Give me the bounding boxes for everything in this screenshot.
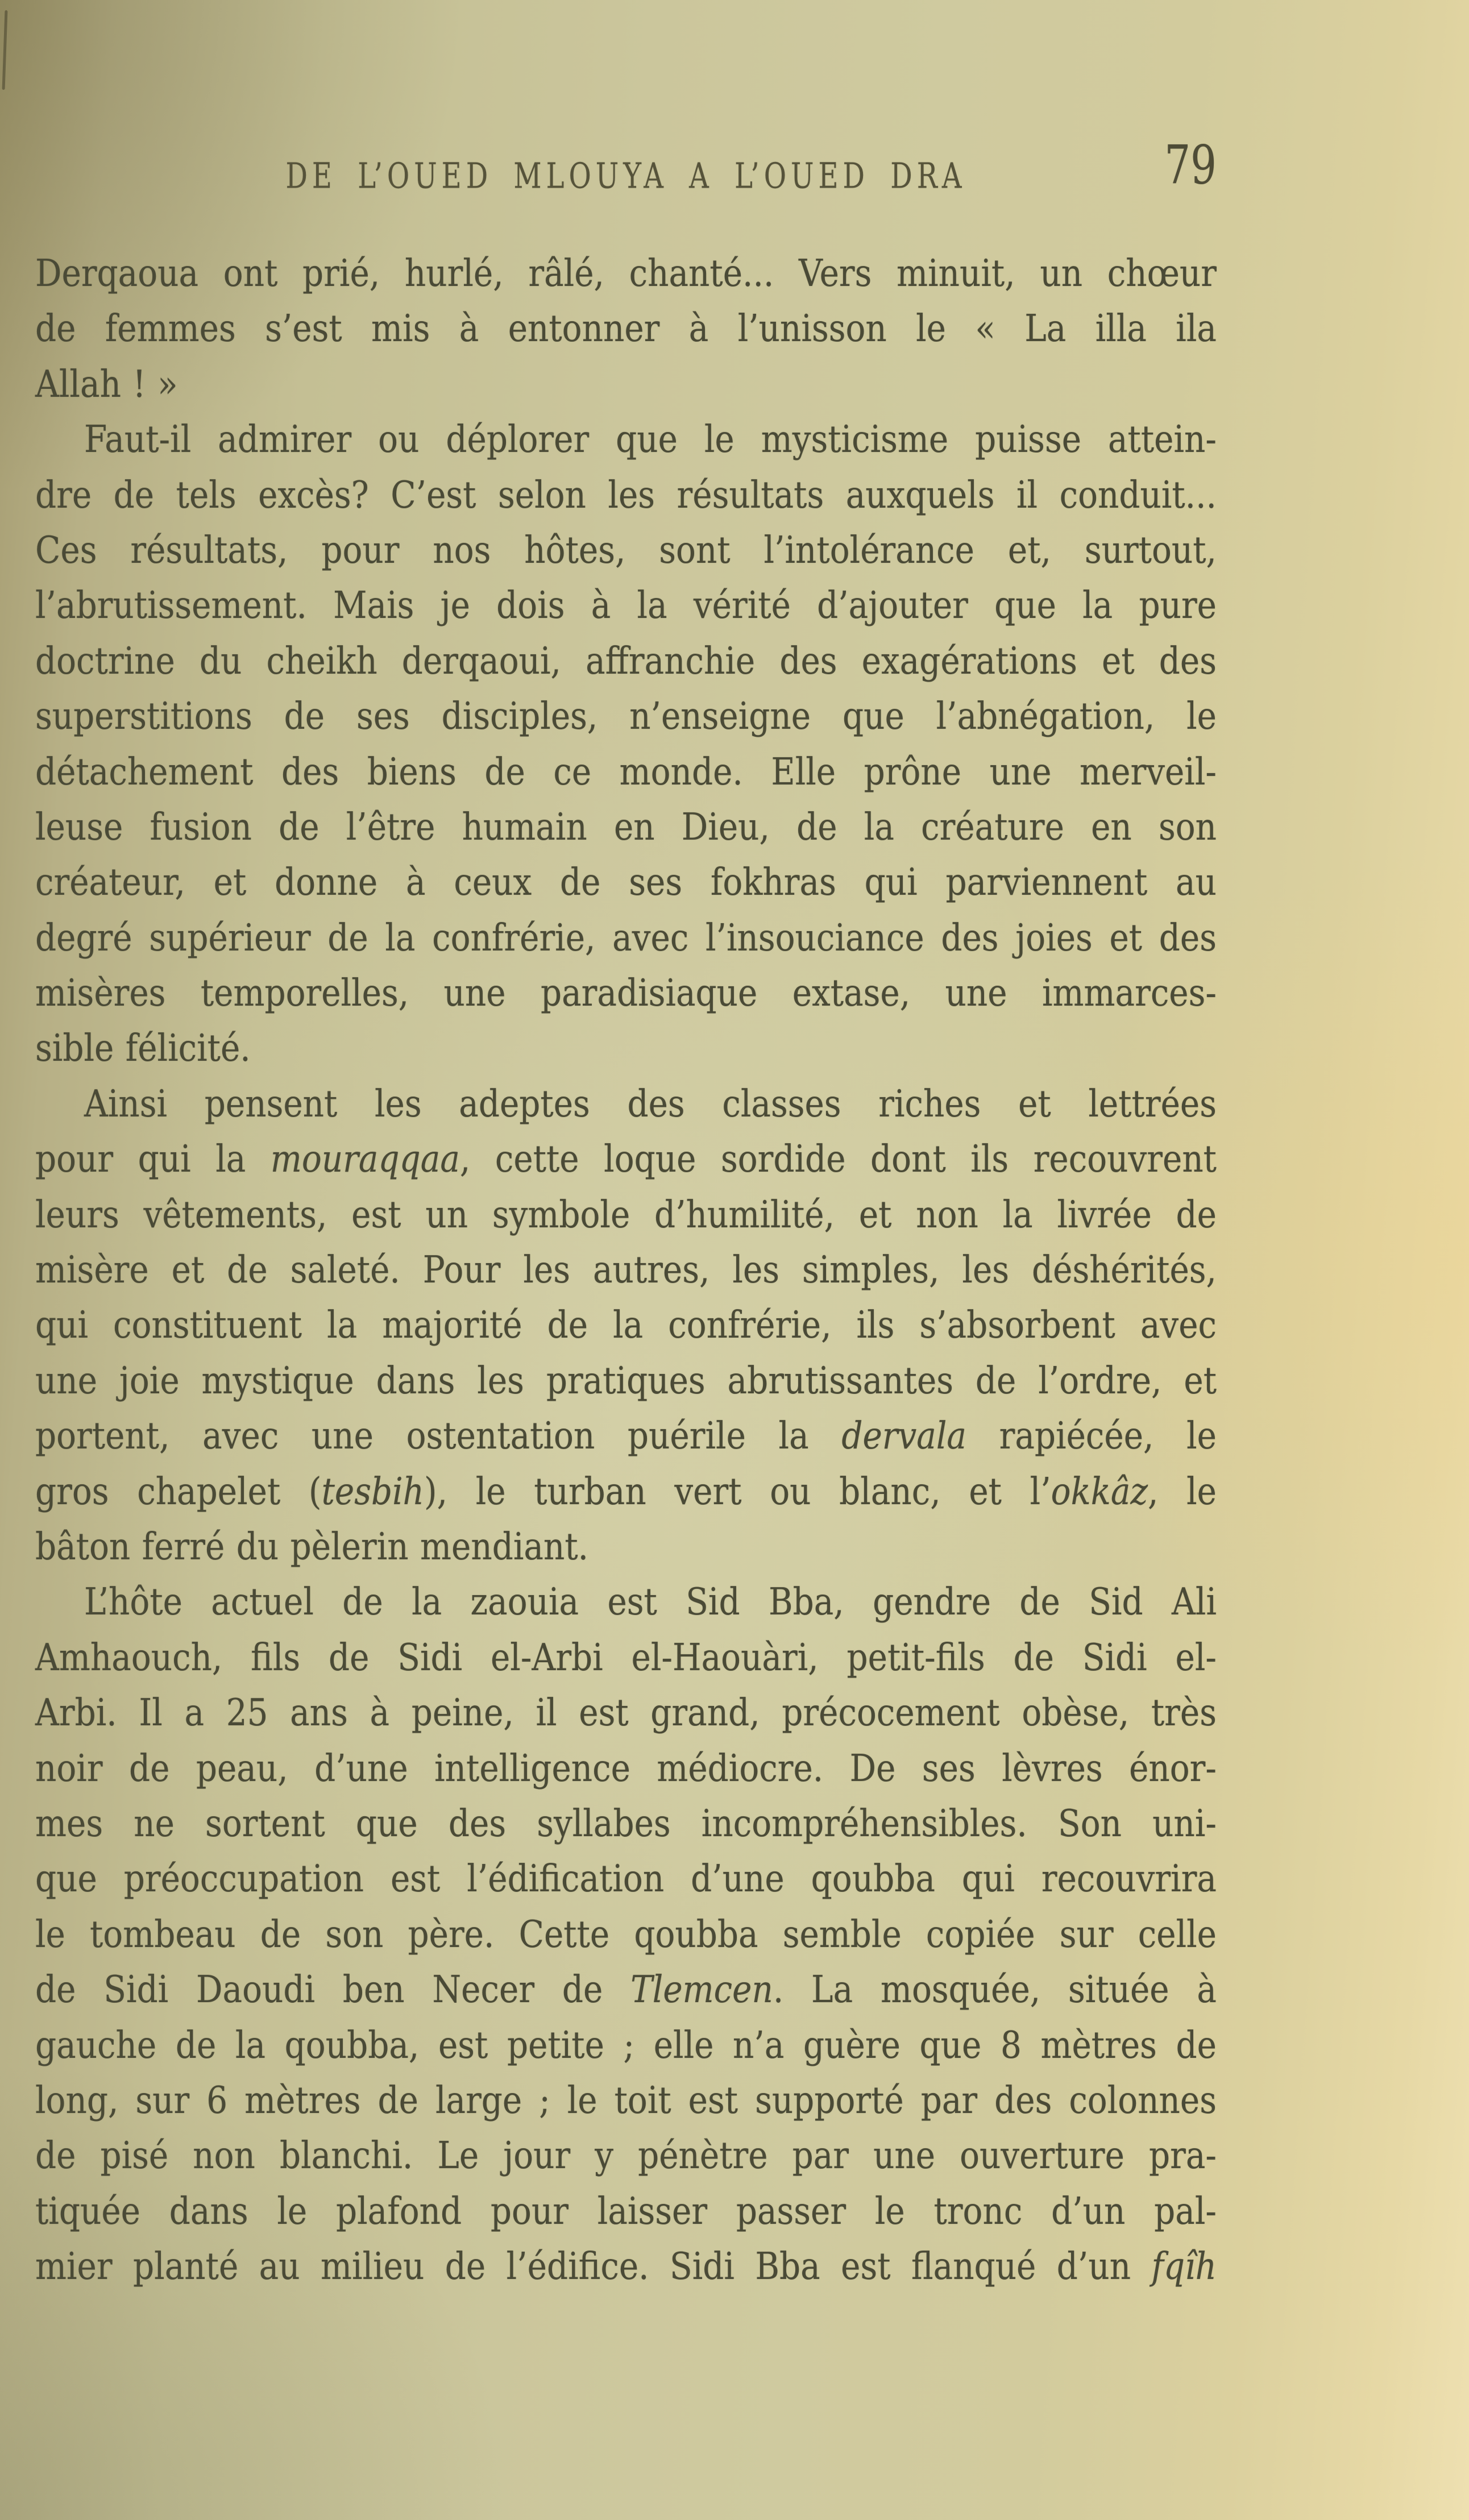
text-line: une joie mystique dans les pratiques abrutissantes de l’ordre, et: [35, 1358, 1217, 1402]
text-line: gauche de la qoubba, est petite ; elle n’a guère que 8 mètres de: [35, 2023, 1217, 2067]
italic-term: fqîh: [1151, 2244, 1217, 2288]
text-line: L’hôte actuel de la zaouia est Sid Bba, gendre de Sid Ali: [84, 1580, 1217, 1624]
text-line: leurs vêtements, est un symbole d’humilité, et non la livrée de: [35, 1192, 1217, 1236]
text-line: l’abrutissement. Mais je dois à la vérité d’ajouter que la pure: [35, 583, 1217, 628]
text-line: pour qui la mouraqqaa, cette loque sordide dont ils recouvrent: [35, 1137, 1217, 1181]
italic-term: Tlemcen: [630, 1967, 773, 2011]
text-line: long, sur 6 mètres de large ; le toit est supporté par des colonnes: [35, 2078, 1217, 2122]
text-line: gros chapelet (tesbih), le turban vert ou blanc, et l’okkâz, le: [35, 1469, 1217, 1513]
text-line: mes ne sortent que des syllabes incompréhensibles. Son uni-: [35, 1801, 1217, 1845]
text-line: créateur, et donne à ceux de ses fokhras qui parviennent au: [35, 860, 1217, 904]
text-line: misère et de saleté. Pour les autres, les simples, les déshérités,: [35, 1247, 1217, 1292]
text-line: le tombeau de son père. Cette qoubba semble copiée sur celle: [35, 1912, 1217, 1956]
text-line: Arbi. Il a 25 ans à peine, il est grand, précocement obèse, très: [35, 1691, 1217, 1734]
text-line: dre de tels excès? C’est selon les résultats auxquels il conduit...: [35, 472, 1217, 517]
text-line: tiquée dans le plafond pour laisser passer le tronc d’un pal-: [35, 2189, 1217, 2233]
text-line: Derqaoua ont prié, hurlé, râlé, chanté... Vers minuit, un chœur: [35, 251, 1217, 295]
italic-term: okkâz: [1051, 1469, 1148, 1513]
text-line: de femmes s’est mis à entonner à l’unisson le « La illa ila: [35, 306, 1217, 351]
page-header: [35, 0, 1217, 239]
text-line: superstitions de ses disciples, n’enseigne que l’abnégation, le: [35, 694, 1217, 738]
page-number: 79: [1164, 134, 1217, 196]
running-header-title: DE L’OUED MLOUYA A L’OUED DRA: [285, 156, 966, 197]
text-line: mier planté au milieu de l’édifice. Sidi Bba est flanqué d’un fqîh: [35, 2244, 1217, 2288]
text-line: de Sidi Daoudi ben Necer de Tlemcen. La mosquée, située à: [35, 1967, 1217, 2011]
text-line: noir de peau, d’une intelligence médiocre. De ses lèvres énor-: [35, 1746, 1217, 1790]
text-line: qui constituent la majorité de la confrérie, ils s’absorbent avec: [35, 1303, 1217, 1347]
text-line: de pisé non blanchi. Le jour y pénètre par une ouverture pra-: [35, 2133, 1217, 2177]
text-line: portent, avec une ostentation puérile la dervala rapiécée, le: [35, 1414, 1217, 1458]
text-line: Allah ! »: [35, 362, 178, 406]
italic-term: tesbih: [321, 1469, 424, 1513]
text-line: que préoccupation est l’édification d’une qoubba qui recouvrira: [35, 1857, 1217, 1901]
text-line: Amhaouch, fils de Sidi el-Arbi el-Haouàri, petit-fils de Sidi el-: [35, 1635, 1217, 1679]
text-line: sible félicité.: [35, 1026, 251, 1070]
italic-term: mouraqqaa: [270, 1137, 460, 1181]
text-line: degré supérieur de la confrérie, avec l’insouciance des joies et des: [35, 915, 1217, 960]
text-line: Ces résultats, pour nos hôtes, sont l’intolérance et, surtout,: [35, 528, 1217, 572]
text-line: Faut-il admirer ou déplorer que le mysticisme puisse attein-: [84, 417, 1217, 461]
text-line: doctrine du cheikh derqaoui, affranchie des exagérations et des: [35, 638, 1217, 683]
text-line: bâton ferré du pèlerin mendiant.: [35, 1524, 589, 1568]
page-edge-mark: [2, 10, 8, 90]
text-line: Ainsi pensent les adeptes des classes riches et lettrées: [84, 1081, 1217, 1126]
text-line: misères temporelles, une paradisiaque extase, une immarces-: [35, 970, 1217, 1015]
text-line: détachement des biens de ce monde. Elle prône une merveil-: [35, 749, 1217, 794]
text-block: [35, 246, 1217, 2294]
italic-term: dervala: [841, 1414, 966, 1458]
text-line: leuse fusion de l’être humain en Dieu, de la créature en son: [35, 804, 1217, 849]
